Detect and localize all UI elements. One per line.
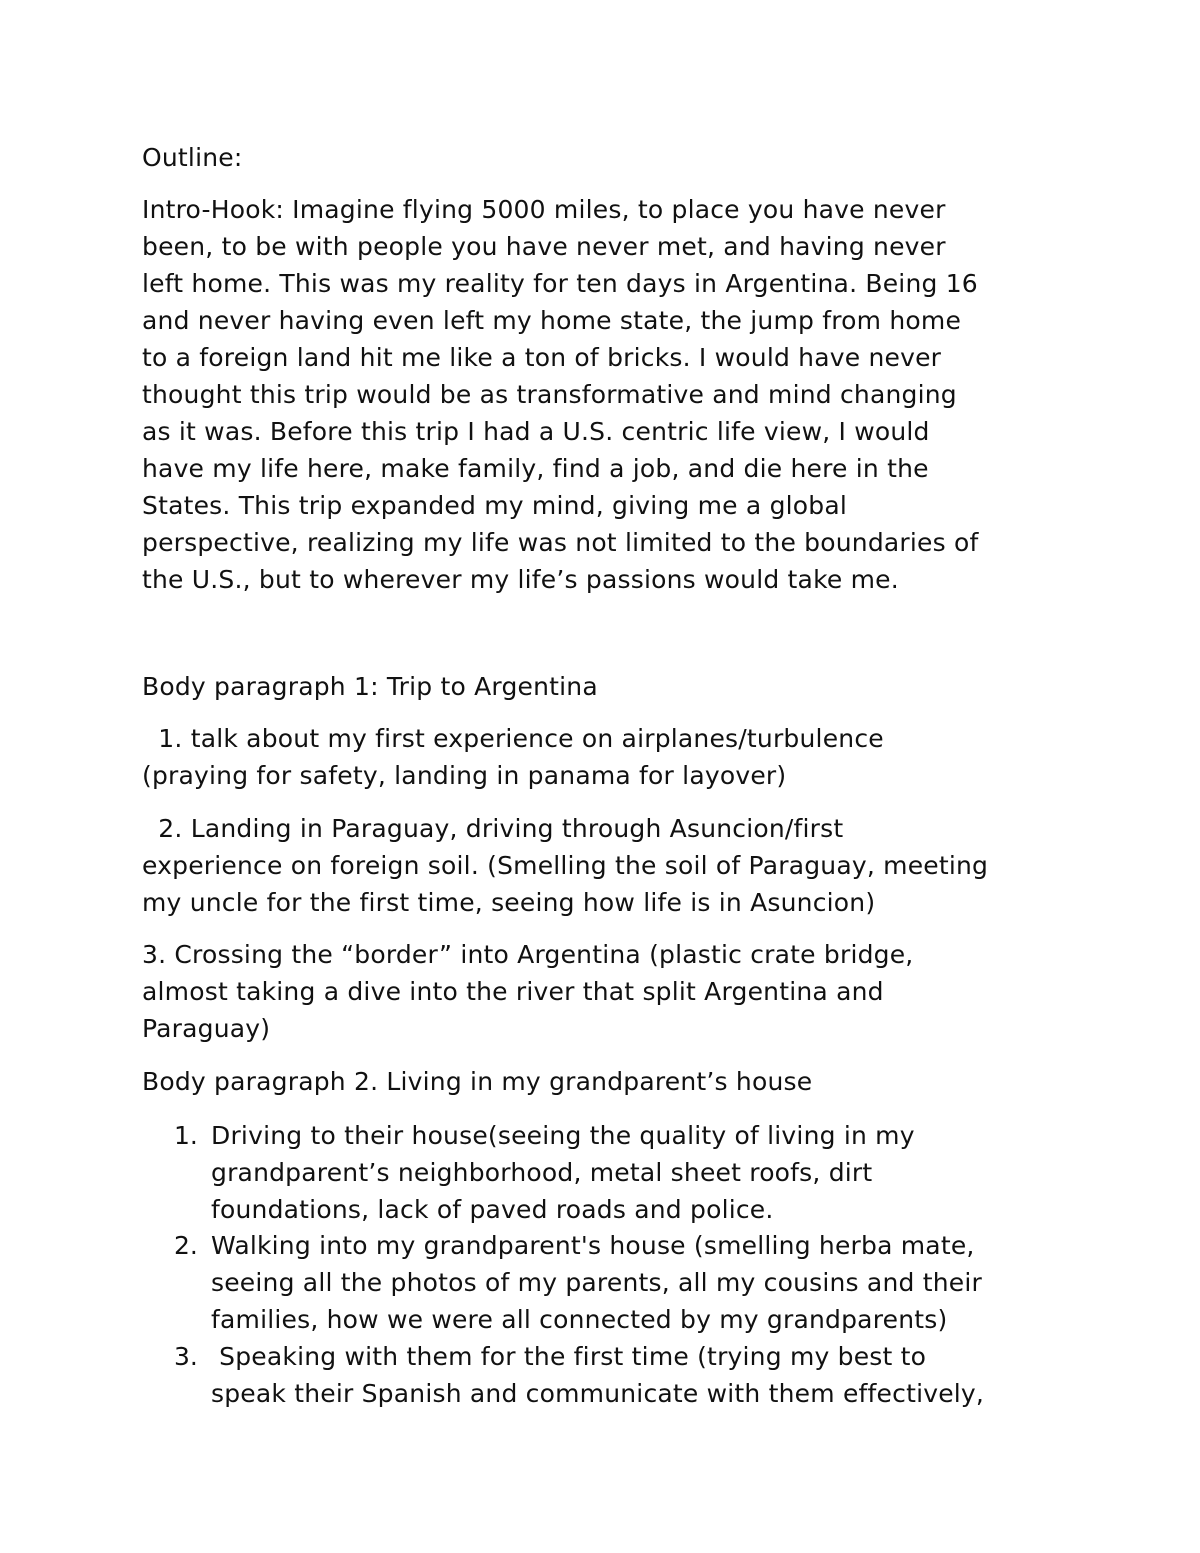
body2-item1-line: Driving to their house(seeing the quality of living in my	[211, 1121, 915, 1150]
body1-item3-line: 3. Crossing the “border” into Argentina (plastic crate bridge,	[142, 940, 914, 969]
intro-line: Intro-Hook: Imagine flying 5000 miles, to place you have never	[142, 195, 946, 224]
body2-item1-line: foundations, lack of paved roads and police.	[211, 1195, 774, 1224]
intro-line: thought this trip would be as transformative and mind changing	[142, 380, 957, 409]
intro-line: to a foreign land hit me like a ton of bricks. I would have never	[142, 343, 942, 372]
list-number: 2.	[174, 1231, 198, 1260]
body2-item2-line: families, how we were all connected by my grandparents)	[211, 1305, 948, 1334]
body2-item3-line: speak their Spanish and communicate with them effectively,	[211, 1379, 985, 1408]
list-number: 1.	[174, 1121, 198, 1150]
body2-item2-line: Walking into my grandparent's house (smelling herba mate,	[211, 1231, 975, 1260]
body1-item2-line: my uncle for the first time, seeing how life is in Asuncion)	[142, 888, 876, 917]
body1-item1-line: (praying for safety, landing in panama for layover)	[142, 761, 787, 790]
body1-item3-line: Paraguay)	[142, 1014, 271, 1043]
intro-line: perspective, realizing my life was not limited to the boundaries of	[142, 528, 979, 557]
body1-heading: Body paragraph 1: Trip to Argentina	[142, 672, 598, 701]
intro-line: States. This trip expanded my mind, giving me a global	[142, 491, 848, 520]
body2-item3-line: Speaking with them for the first time (trying my best to	[211, 1342, 927, 1371]
body1-item2-line: experience on foreign soil. (Smelling the soil of Paraguay, meeting	[142, 851, 989, 880]
intro-line: and never having even left my home state, the jump from home	[142, 306, 962, 335]
intro-line: left home. This was my reality for ten days in Argentina. Being 16	[142, 269, 978, 298]
body1-item1-line: 1. talk about my first experience on airplanes/turbulence	[142, 724, 884, 753]
body1-item3-line: almost taking a dive into the river that split Argentina and	[142, 977, 884, 1006]
intro-line: have my life here, make family, find a job, and die here in the	[142, 454, 929, 483]
body2-item2-line: seeing all the photos of my parents, all my cousins and their	[211, 1268, 982, 1297]
body2-item1-line: grandparent’s neighborhood, metal sheet roofs, dirt	[211, 1158, 873, 1187]
body2-heading: Body paragraph 2. Living in my grandparent’s house	[142, 1067, 813, 1096]
outline-heading: Outline:	[142, 143, 243, 172]
intro-line: the U.S., but to wherever my life’s passions would take me.	[142, 565, 899, 594]
intro-line: as it was. Before this trip I had a U.S. centric life view, I would	[142, 417, 930, 446]
intro-line: been, to be with people you have never met, and having never	[142, 232, 946, 261]
list-number: 3.	[174, 1342, 198, 1371]
body1-item2-line: 2. Landing in Paraguay, driving through Asuncion/first	[142, 814, 844, 843]
